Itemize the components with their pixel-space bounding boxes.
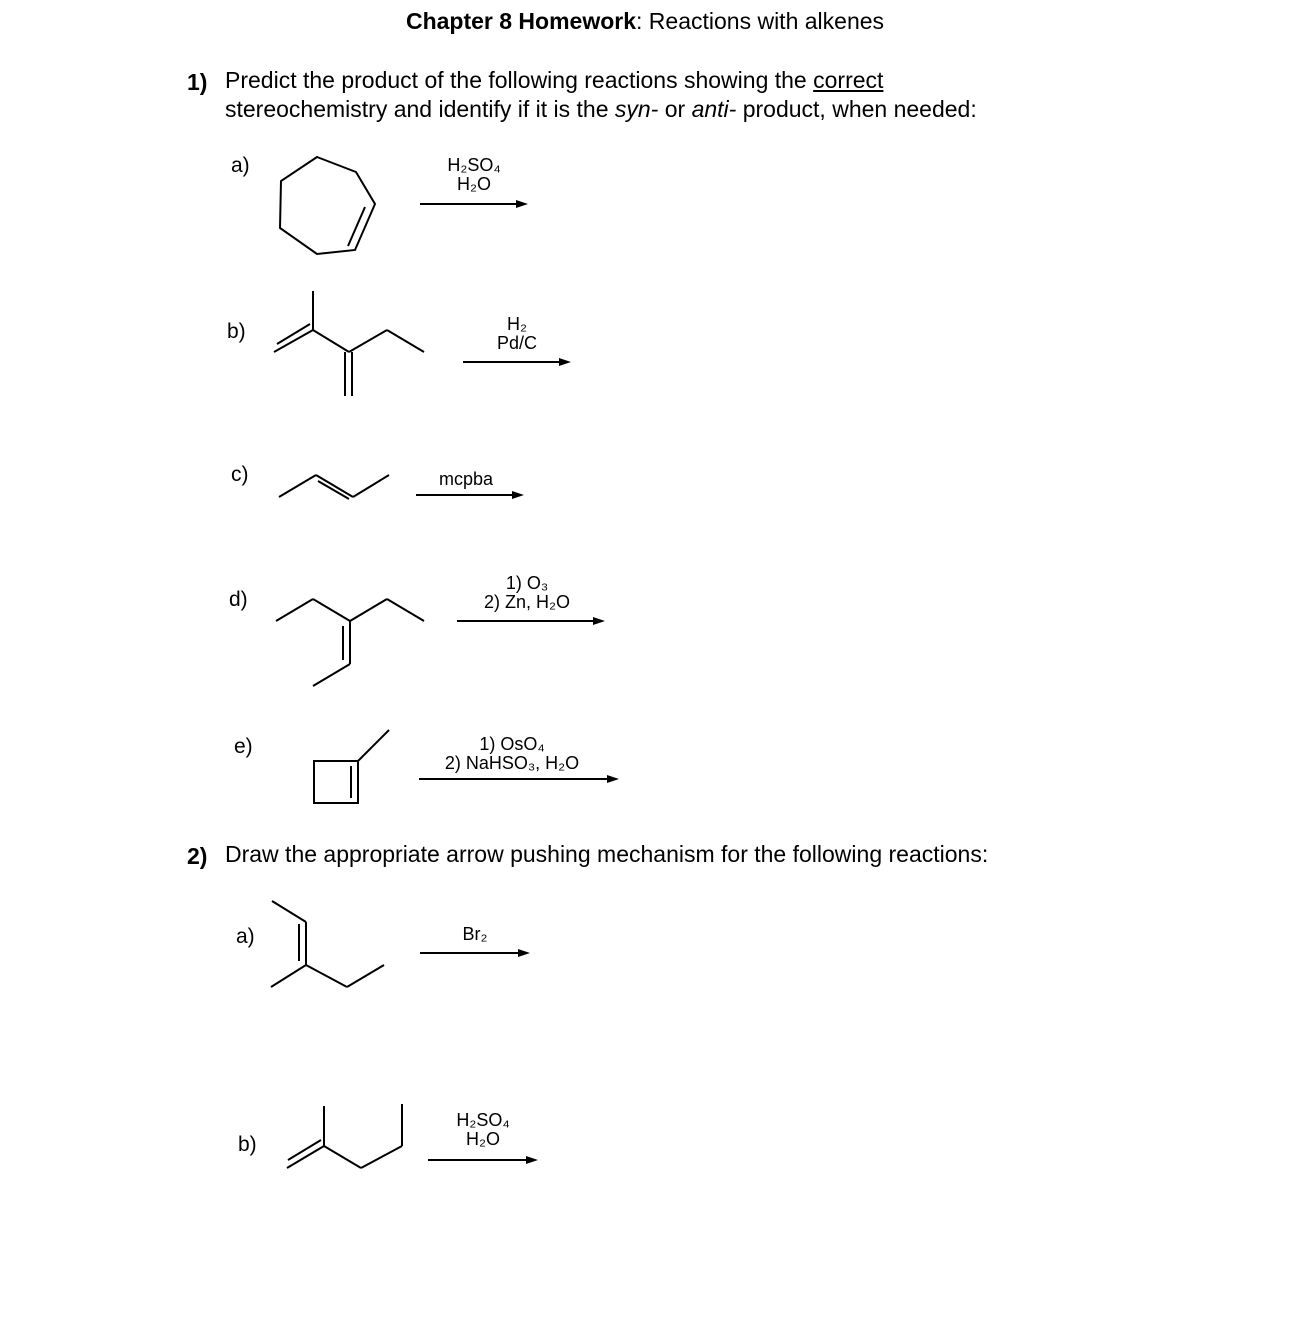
q1d-reaction-arrow (457, 617, 605, 625)
q1e-reagents (419, 735, 605, 773)
q1b-diene-structure (274, 291, 424, 396)
q1c-reagent-1: mcpba (438, 469, 494, 489)
title-bold: Chapter 8 Homework (405, 8, 637, 34)
q1-syn: syn- (614, 96, 659, 122)
q2a-reagent-1: Br₂ (462, 924, 488, 944)
q2b-label: b) (238, 1133, 257, 1156)
q2a-label: a) (236, 925, 255, 948)
q1e-label: e) (234, 735, 253, 758)
q2a-alkene-structure (271, 901, 384, 987)
q2b-reagent-1: H₂SO₄ (456, 1110, 510, 1130)
q1d-label: d) (229, 588, 248, 611)
q1b-reagent-2: Pd/C (496, 333, 538, 353)
question-2-number: 2) (187, 843, 208, 869)
q1a-cycloheptene-structure (280, 157, 375, 254)
q1c-reaction-arrow (416, 491, 524, 499)
q1b-label: b) (227, 320, 246, 343)
q1d-reagent-1: 1) O₃ (505, 573, 549, 593)
q1-underlined-word: correct (813, 67, 884, 93)
q1e-reagent-1: 1) OsO₄ (479, 734, 545, 754)
q2b-reagent-2: H₂O (466, 1129, 500, 1149)
q1b-reagent-1: H₂ (507, 314, 527, 334)
question-2-text: Draw the appropriate arrow pushing mechanism for the following reactions: (225, 841, 989, 867)
q1-anti: anti- (691, 96, 737, 122)
q2b-reaction-arrow (428, 1156, 538, 1164)
q1-line2-post: product, when needed: (736, 96, 977, 122)
q1c-reagents (416, 470, 516, 489)
q1a-label: a) (231, 154, 250, 177)
q2a-reagents (425, 925, 525, 944)
question-1-number: 1) (187, 69, 208, 95)
q1e-reagent-2: 2) NaHSO₃, H₂O (444, 753, 580, 773)
q1-line2-text: stereochemistry and identify if it is the (225, 96, 615, 122)
q1d-reagent-2: 2) Zn, H₂O (483, 592, 570, 612)
q1a-reaction-arrow (420, 200, 528, 208)
q1e-reaction-arrow (419, 775, 619, 783)
q1-line1-text: Predict the product of the following reactions showing the (225, 67, 814, 93)
q1-or: or (658, 96, 692, 122)
title-rest: : Reactions with alkenes (636, 8, 885, 34)
q2b-alkene-structure (287, 1104, 402, 1168)
q1d-alkene-structure (276, 599, 424, 686)
q1e-methylcyclobutene-structure (314, 730, 389, 803)
q2a-reaction-arrow (420, 949, 530, 957)
q1a-reagent-2: H₂O (457, 174, 491, 194)
q1a-reagents (424, 156, 524, 194)
q1c-label: c) (231, 463, 249, 486)
q1c-butene-structure (279, 475, 389, 499)
q1a-reagent-1: H₂SO₄ (447, 155, 501, 175)
q1b-reagents (467, 315, 567, 353)
q1b-reaction-arrow (463, 358, 571, 366)
q2b-reagents (433, 1111, 533, 1149)
q1d-reagents (457, 574, 597, 612)
